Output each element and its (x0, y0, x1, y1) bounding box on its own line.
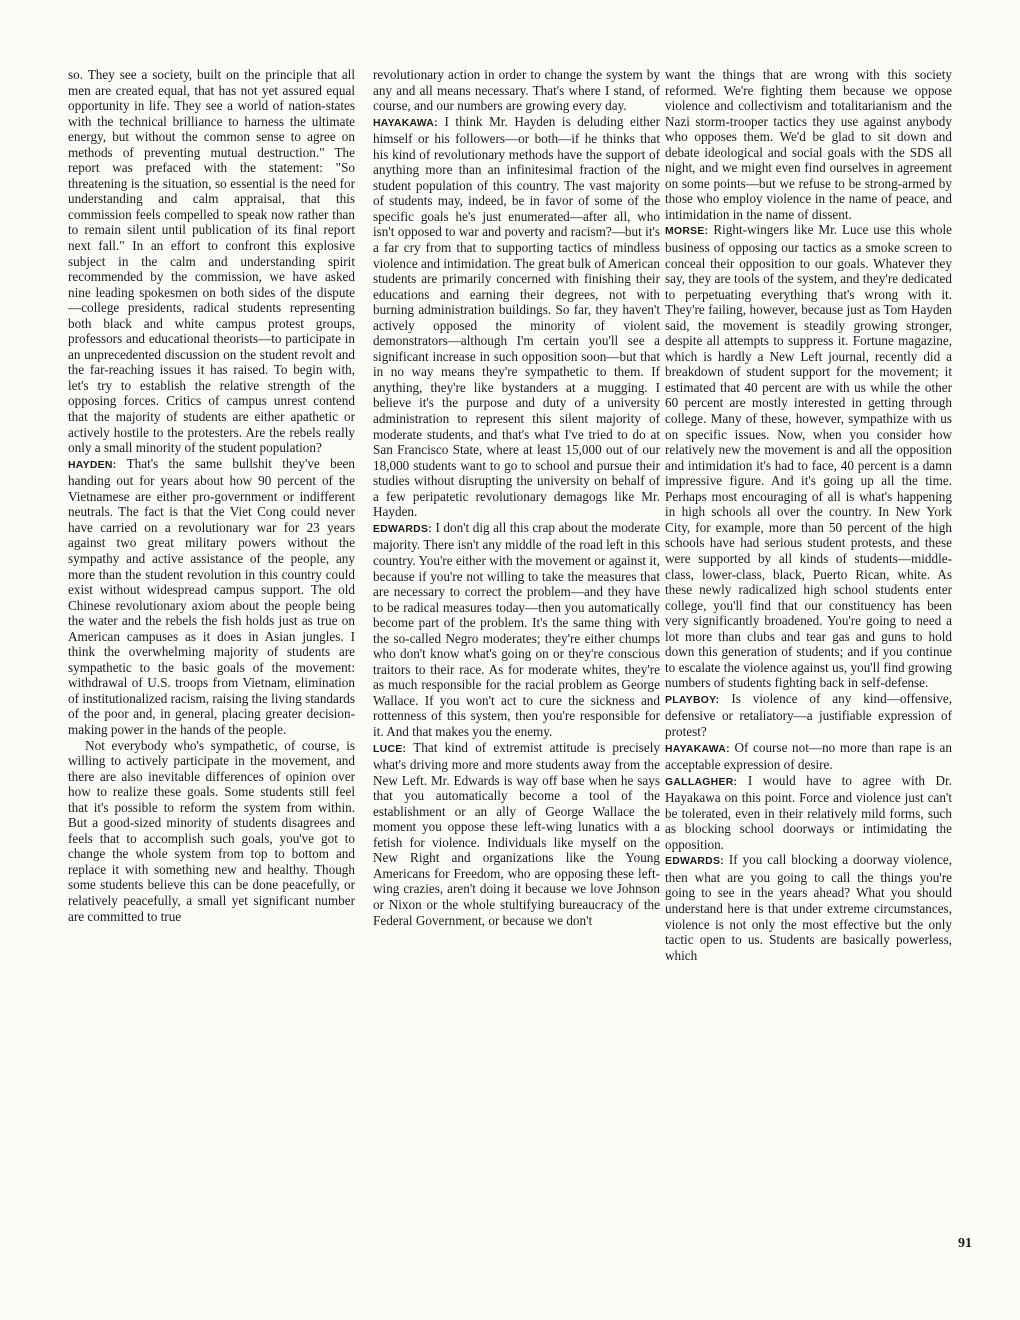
speaker-label: LUCE: (373, 743, 407, 755)
paragraph-text: want the things that are wrong with this society reformed. We're fighting them because we oppose violence and collectivism and totalitarianism and the Nazi storm-trooper tactics they use against anybody who opposes them. We'd be glad to sit down and debate ideological and social goals with the SDS all night, and we might even find ourselves in agreement on some points—but we refuse to be strong-armed by those who employ violence in the name of peace, and intimidation in the name of dissent. (665, 67, 952, 222)
speaker-label: GALLAGHER: (665, 776, 738, 788)
paragraph (665, 691, 952, 740)
text-column-2 (373, 67, 660, 928)
text-column-1 (68, 67, 355, 924)
paragraph-text: I would have to agree with Dr. Hayakawa on this point. Force and violence just can't be tolerated, even in their relatively mild forms, such as blocking school doorways or intimidating the opposition. (665, 772, 952, 852)
speaker-label: PLAYBOY: (665, 694, 720, 706)
paragraph-text: so. They see a society, built on the principle that all men are created equal, that has not yet assured equal opportunity in life. They see a world of nation-states with the technical brilliance to harness the ultimate energy, but without the common sense to agree on methods of preventing mutual destruction." The report was prefaced with the statement: "So threatening is the situation, so essential is the need for understanding and calm appraisal, that this commission feels compelled to speak now rather than to remain silent until publication of its final report next fall." In an effort to confront this explosive subject in the calm and understanding spirit recommended by the commission, we have asked nine leading spokesmen on both sides of the dispute—college presidents, radical students representing both black and white campus protest groups, professors and educational theorists—to participate in an unprecedented discussion on the student revolt and the far-reaching issues it has raised. To begin with, let's try to establish the relative strength of the opposing forces. Critics of campus unrest contend that the majority of students are either apathetic or actively hostile to the protesters. Are the rebels really only a small minority of the student population? (68, 67, 355, 456)
paragraph (68, 67, 355, 456)
paragraph (373, 740, 660, 929)
paragraph (373, 67, 660, 114)
text-column-3 (665, 67, 952, 963)
paragraph (665, 67, 952, 222)
page-number: 91 (958, 1236, 972, 1251)
paragraph (373, 520, 660, 740)
paragraph-text: If you call blocking a doorway violence, then what are you going to call the things you're going to see in the years ahead? What you should understand here is that under extreme circumstances, violence is not only the most effective but the only tactic open to us. Students are basically powerless, which (665, 852, 952, 963)
paragraph (665, 852, 952, 963)
paragraph-text: That's the same bullshit they've been handing out for years about how 90 percent of the Vietnamese are either pro-government or indifferent neutrals. The fact is that the Viet Cong could never have carried on a revolutionary war for 23 years against two great military powers without the sympathy and active assistance of the people, any more than the student revolution in this country could exist without widespread campus support. The old Chinese revolutionary axiom about the people being the water and the rebels the fish holds just as true on American campuses as it does in Asian jungles. I think the overwhelming majority of students are sympathetic to the basic goals of the movement: withdrawal of U.S. troops from Vietnam, elimination of institutionalized racism, raising the living standards of the poor and, in general, placing greater decision-making power in the hands of the people. (68, 455, 355, 737)
paragraph-text: I don't dig all this crap about the moderate majority. There isn't any middle of the road left in this country. You're either with the movement or against it, because if you're not willing to take the measures that are necessary to correct the problem—and they have to be radical measures today—then you automatically become part of the problem. It's the same thing with the so-called Negro moderates; they're either chumps who don't know what's going on or they're conscious traitors to their race. As for moderate whites, they're as much responsible for the racial problem as George Wallace. If you won't act to cure the sickness and rottenness of this system, then you're responsible for it. And that makes you the enemy. (373, 519, 661, 739)
speaker-label: HAYAKAWA: (373, 117, 438, 129)
paragraph-text: revolutionary action in order to change the system by any and all means necessary. That's where I stand, of course, and our numbers are growing every day. (373, 67, 660, 114)
paragraph (665, 773, 952, 853)
paragraph (68, 456, 355, 738)
paragraph (68, 738, 355, 925)
speaker-label: HAYDEN: (68, 459, 117, 471)
paragraph (373, 114, 660, 520)
paragraph-text: I think Mr. Hayden is deluding either himself or his followers—or both—if he thinks that his kind of revolutionary methods have the support of anything more than an infinitesimal fraction of the student population of this country. The vast majority of students may, indeed, be in favor of some of the specific goals he's just enumerated—after all, who isn't opposed to war and poverty and racism?—but it's a far cry from that to supporting tactics of mindless violence and intimidation. The great bulk of American students are primarily concerned with finishing their educations and earning their degrees, not with burning administration buildings. So far, they haven't actively opposed the minority of violent demonstrators—although I'm certain you'll see a significant increase in such opposition soon—but that in no way means they're sympathetic to them. If anything, they're like bystanders at a mugging. I believe it's the purpose and duty of a university administration to represent this silent majority of moderate students, and that's what I've tried to do at San Francisco State, where at least 15,000 out of our 18,000 students want to go to school and pursue their studies without disrupting the university on behalf of a few peripatetic revolutionary demagogs like Mr. Hayden. (373, 113, 661, 520)
paragraph-text: That kind of extremist attitude is precisely what's driving more and more students away from the New Left. Mr. Edwards is way off base when he says that you automatically become a tool of the establishment or an ally of George Wallace the moment you oppose these left-wing lunatics with a fetish for violence. Individuals like myself on the New Right and organizations like the Young Americans for Freedom, who are opposing these left-wing crazies, aren't doing it because we love Johnson or Nixon or the whole stultifying bureaucracy of the Federal Government, or because we don't (373, 739, 660, 928)
paragraph-text: Is violence of any kind—offensive, defensive or retaliatory—a justifiable expression of protest? (665, 690, 953, 739)
speaker-label: EDWARDS: (373, 523, 432, 535)
paragraph (665, 740, 952, 773)
paragraph (665, 222, 952, 690)
speaker-label: MORSE: (665, 226, 709, 238)
speaker-label: HAYAKAWA: (665, 743, 730, 755)
paragraph-text: Right-wingers like Mr. Luce use this whole business of opposing our tactics as a smoke screen to conceal their opposition to our goals. Whatever they say, they are tools of the system, and they're dedicated to perpetuating everything that's wrong with it. They're failing, however, because just as Tom Hayden said, the movement is steadily growing stronger, despite all attempts to suppress it. Fortune magazine, which is hardly a New Left journal, recently did a breakdown of student support for the movement; it estimated that 40 percent are with us while the other 60 percent are mostly interested in getting through college. Many of these, however, sympathize with us on specific issues. Now, when you consider how relatively new the movement is and all the opposition and intimidation it's had to face, 40 percent is a damn impressive figure. And it's going up all the time. Perhaps most encouraging of all is what's happening in high schools all over the country. In New York City, for example, more than 50 percent of the high schools have had serious student protests, and these were supported by all kinds of students—middle-class, lower-class, black, Puerto Rican, white. As these newly radicalized high school students enter college, you'll find that our constituency has been very significantly broadened. You're going to need a lot more than clubs and tear gas and guns to hold down this generation of students; and if you continue to escalate the violence against us, you'll find growing numbers of students fighting back in self-defense. (665, 222, 953, 691)
paragraph-text: Of course not—no more than rape is an acceptable expression of desire. (665, 739, 953, 773)
speaker-label: EDWARDS: (665, 856, 724, 868)
paragraph-text: Not everybody who's sympathetic, of course, is willing to actively participate in the movement, and there are also inevitable differences of opinion over how to realize these goals. Some students still feel that it's possible to reform the system from within. But a good-sized minority of students disagrees and feels that to accomplish such goals, you've got to change the whole system from top to bottom and replace it with something new and healthy. Though some students believe this can be done peacefully, or relatively peacefully, a small yet significant number are committed to true (68, 737, 355, 924)
